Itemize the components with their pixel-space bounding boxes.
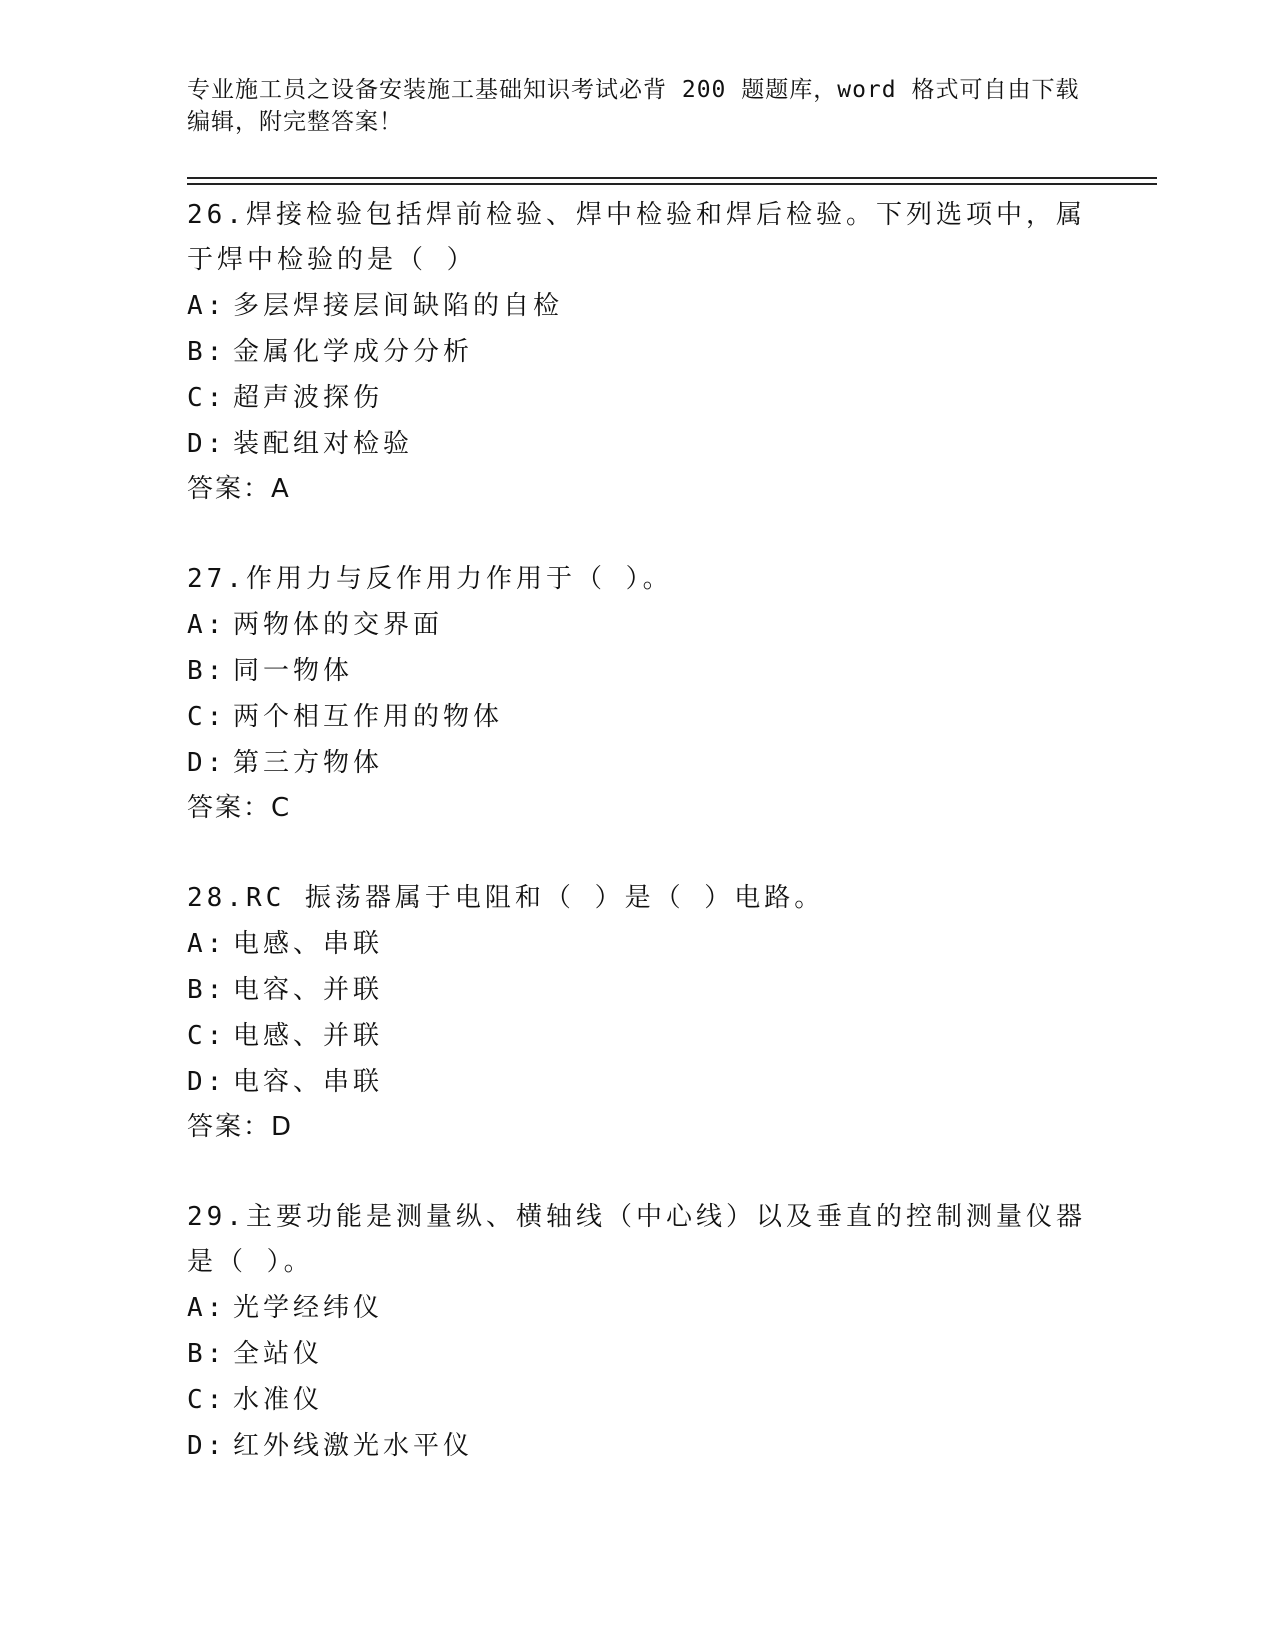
question-text: 28.RC 振荡器属于电阻和（ ）是（ ）电路。 [187, 883, 825, 913]
answer-line: 答案：C [187, 793, 292, 823]
question-list [187, 193, 1087, 1515]
option-text: 金属化学成分分析 [233, 337, 474, 367]
option-text: 超声波探伤 [233, 383, 384, 413]
option-key: C: [187, 383, 227, 413]
option-c [187, 1013, 1087, 1059]
option-text: 两物体的交界面 [233, 610, 444, 640]
option-text: 光学经纬仪 [233, 1293, 384, 1323]
option-key: B: [187, 656, 227, 686]
question-27 [187, 557, 1087, 830]
question-26 [187, 193, 1087, 511]
option-a [187, 921, 1087, 967]
question-text: 29.主要功能是测量纵、横轴线（中心线）以及垂直的控制测量仪器是（ ）。 [187, 1202, 1086, 1277]
question-text: 26.焊接检验包括焊前检验、焊中检验和焊后检验。下列选项中，属于焊中检验的是（ ） [187, 200, 1086, 275]
option-text: 同一物体 [233, 656, 354, 686]
option-d [187, 421, 1087, 467]
option-text: 多层焊接层间缺陷的自检 [233, 291, 564, 321]
option-key: B: [187, 1339, 227, 1369]
option-text: 两个相互作用的物体 [233, 702, 504, 732]
question-28 [187, 876, 1087, 1149]
option-text: 电感、串联 [233, 929, 384, 959]
option-key: A: [187, 291, 227, 321]
header-rule-top [187, 177, 1157, 179]
option-b [187, 967, 1087, 1013]
option-key: C: [187, 702, 227, 732]
option-key: D: [187, 1431, 227, 1461]
option-text: 红外线激光水平仪 [233, 1431, 474, 1461]
option-key: C: [187, 1385, 227, 1415]
option-c [187, 1377, 1087, 1423]
option-text: 全站仪 [233, 1339, 324, 1369]
option-key: A: [187, 929, 227, 959]
option-text: 电容、串联 [233, 1067, 384, 1097]
option-d [187, 740, 1087, 786]
option-text: 装配组对检验 [233, 429, 414, 459]
option-c [187, 694, 1087, 740]
option-key: B: [187, 975, 227, 1005]
option-d [187, 1423, 1087, 1469]
option-key: A: [187, 1293, 227, 1323]
option-key: D: [187, 748, 227, 778]
option-key: C: [187, 1021, 227, 1051]
option-b [187, 329, 1087, 375]
document-header: 专业施工员之设备安装施工基础知识考试必背 200 题题库，word 格式可自由下载编辑，附完整答案！ [187, 77, 1080, 135]
option-c [187, 375, 1087, 421]
option-text: 第三方物体 [233, 748, 384, 778]
document-page [187, 0, 1157, 1650]
answer-line: 答案：D [187, 1112, 294, 1142]
option-d [187, 1059, 1087, 1105]
answer-line: 答案：A [187, 474, 291, 504]
option-b [187, 1331, 1087, 1377]
option-text: 电感、并联 [233, 1021, 384, 1051]
option-a [187, 283, 1087, 329]
option-a [187, 1285, 1087, 1331]
option-a [187, 602, 1087, 648]
header-rule-bottom [187, 183, 1157, 185]
option-key: D: [187, 429, 227, 459]
option-b [187, 648, 1087, 694]
question-29 [187, 1195, 1087, 1469]
option-text: 水准仪 [233, 1385, 324, 1415]
question-text: 27.作用力与反作用力作用于（ ）。 [187, 564, 673, 594]
option-key: A: [187, 610, 227, 640]
option-key: D: [187, 1067, 227, 1097]
option-text: 电容、并联 [233, 975, 384, 1005]
option-key: B: [187, 337, 227, 367]
